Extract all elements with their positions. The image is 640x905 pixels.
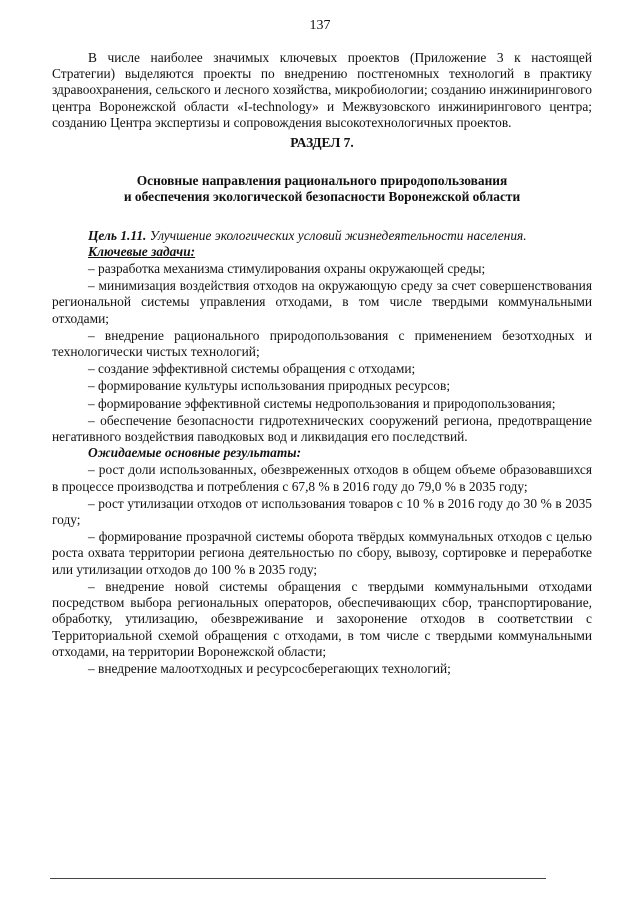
page-content (52, 50, 592, 677)
section-heading-line-1: Основные направления рационального природопользования (136, 173, 508, 189)
task-item: – разработка механизма стимулирования охраны окружающей среды; (88, 261, 486, 277)
section-title: РАЗДЕЛ 7. (290, 135, 354, 151)
task-item: – обеспечение безопасности гидротехнических сооружений региона, предотвращение негативного воздействия паводковых вод и ликвидация его последствий. (52, 412, 592, 445)
section-heading-line-2: и обеспечения экологической безопасности Воронежской области (123, 189, 521, 205)
page-number: 137 (309, 18, 331, 33)
result-item: – рост доли использованных, обезвреженных отходов в общем объеме образовавшихся в процессе производства и потребления с 67,8 % в 2016 году до 79,0 % в 2035 году; (52, 462, 592, 494)
task-item: – формирование эффективной системы недропользования и природопользования; (88, 395, 556, 411)
intro-paragraph: В числе наиболее значимых ключевых проектов (Приложение 3 к настоящей Стратегии) выделяются проекты по внедрению постгеномных технологий в практику здравоохранения, сельского и лесного хозяйства, микробиологии; созданию инжинирингового центра Воронежской области «I-technology» и Межвузовского инжинирингового центра; созданию Центра экспертизы и сопровождения высокотехнологичных проектов. (52, 50, 592, 130)
task-item: – минимизация воздействия отходов на окружающую среду за счет совершенствования региональной системы управления отходами, в том числе твердыми коммунальными отходами; (52, 278, 592, 326)
task-item: – внедрение рационального природопользования с применением безотходных и технологически чистых технологий; (52, 327, 592, 360)
goal-text: Улучшение экологических условий жизнедеятельности населения. (146, 227, 527, 243)
tasks-heading: Ключевые задачи: (88, 243, 196, 259)
task-item: – формирование культуры использования природных ресурсов; (88, 378, 451, 394)
result-item: – формирование прозрачной системы оборота твёрдых коммунальных отходов с целью роста охвата территории региона деятельностью по сбору, вывозу, сортировке и переработке или утилизации отходов до 100 % в 2035 году; (52, 529, 592, 577)
result-item: – рост утилизации отходов от использования товаров с 10 % в 2016 году до 30 % в 2035 году; (52, 495, 592, 528)
section-heading (52, 173, 592, 205)
result-item: – внедрение малоотходных и ресурсосберегающих технологий; (88, 660, 451, 676)
goal-label: Цель 1.11. (88, 227, 147, 243)
results-heading: Ожидаемые основные результаты: (88, 445, 302, 461)
goal-paragraph (52, 228, 592, 244)
footer-divider (50, 878, 546, 879)
result-item: – внедрение новой системы обращения с твердыми коммунальными отходами посредством выбора региональных операторов, обеспечивающих сбор, транспортирование, обработку, утилизацию, обезвреживание и захоронение отходов в соответствии с Территориальной схемой обращения с отходами, в том числе с твердыми коммунальными отходами, на территории Воронежской области; (52, 578, 592, 659)
task-item: – создание эффективной системы обращения с отходами; (88, 361, 416, 377)
